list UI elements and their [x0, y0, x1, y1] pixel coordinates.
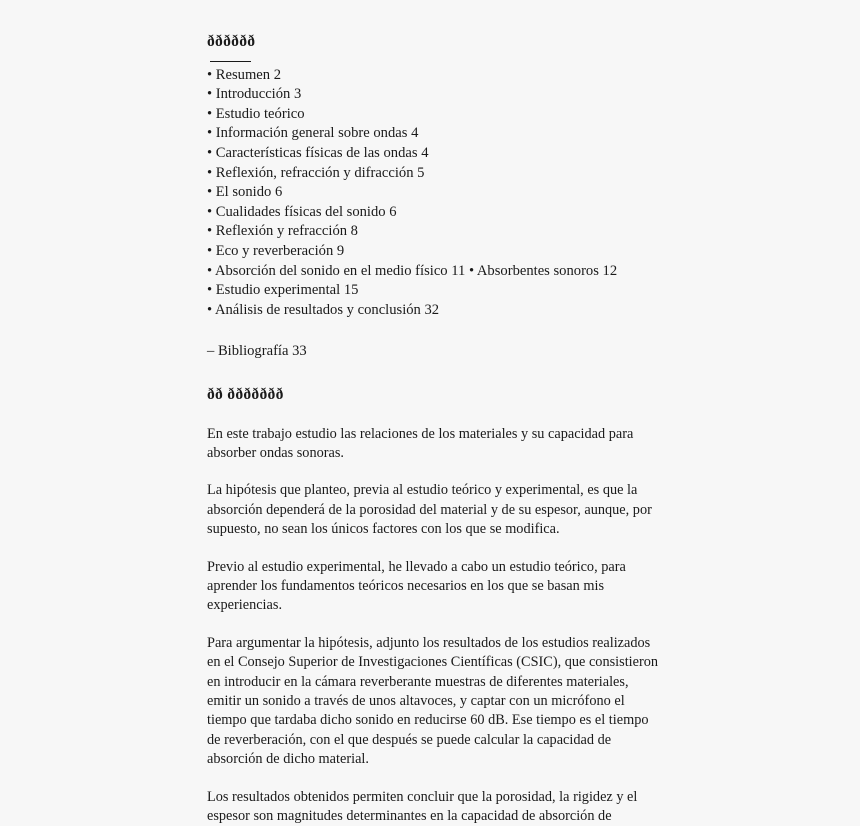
toc-item[interactable]: • Resumen 2 [207, 66, 282, 83]
toc-item[interactable]: • Estudio teórico [207, 105, 305, 122]
toc-item[interactable]: • Características físicas de las ondas 4 [207, 144, 429, 161]
toc-item[interactable]: • Reflexión, refracción y difracción 5 [207, 164, 425, 181]
toc-item[interactable]: • Cualidades físicas del sonido 6 [207, 203, 397, 220]
paragraph-resultados: Los resultados obtenidos permiten concluir que la porosidad, la rigidez y el espesor son magnitudes determinantes en la capacidad de absorción de [207, 788, 638, 824]
bibliography-entry[interactable]: – Bibliografía 33 [207, 343, 307, 360]
heading-divider-rule [210, 61, 251, 62]
paragraph-intro: En este trabajo estudio las relaciones de los materiales y su capacidad para absorber ondas sonoras. [207, 425, 634, 461]
toc-item[interactable]: • Análisis de resultados y conclusión 32 [207, 301, 440, 318]
resumen-heading: ðð ððððððð [207, 385, 284, 403]
toc-item[interactable]: • Eco y reverberación 9 [207, 242, 345, 259]
toc-item[interactable]: • Información general sobre ondas 4 [207, 125, 419, 142]
document-content [207, 33, 659, 826]
toc-item[interactable]: • Estudio experimental 15 [207, 282, 359, 299]
toc-item[interactable]: • Reflexión y refracción 8 [207, 223, 358, 240]
paragraph-csic: Para argumentar la hipótesis, adjunto los resultados de los estudios realizados en el Consejo Superior de Investigaciones Científicas (CSIC), que consistieron en introducir en la cámara reverberante muestras de diferentes materiales, emitir un sonido a través de unos altavoces, y captar con un micrófono el tiempo que tardaba dicho sonido en reducirse 60 dB. Ese tiempo es el tiempo de reverberación, con el que después se puede calcular la capacidad de absorción de dicho material. [207, 634, 659, 768]
table-of-contents-heading: ðððððð [207, 33, 256, 50]
toc-item[interactable]: • Absorción del sonido en el medio físico 11 • Absorbentes sonoros 12 [207, 262, 618, 279]
paragraph-estudio-teorico: Previo al estudio experimental, he llevado a cabo un estudio teórico, para aprender los fundamentos teóricos necesarios en los que se basan mis experiencias. [207, 558, 626, 614]
toc-item[interactable]: • El sonido 6 [207, 184, 283, 201]
toc-item[interactable]: • Introducción 3 [207, 86, 302, 103]
table-of-contents-list [207, 66, 659, 321]
paragraph-hipotesis: La hipótesis que planteo, previa al estudio teórico y experimental, es que la absorción dependerá de la porosidad del material y de su espesor, aunque, por supuesto, no sean los únicos factores con los que se modifica. [207, 482, 652, 538]
